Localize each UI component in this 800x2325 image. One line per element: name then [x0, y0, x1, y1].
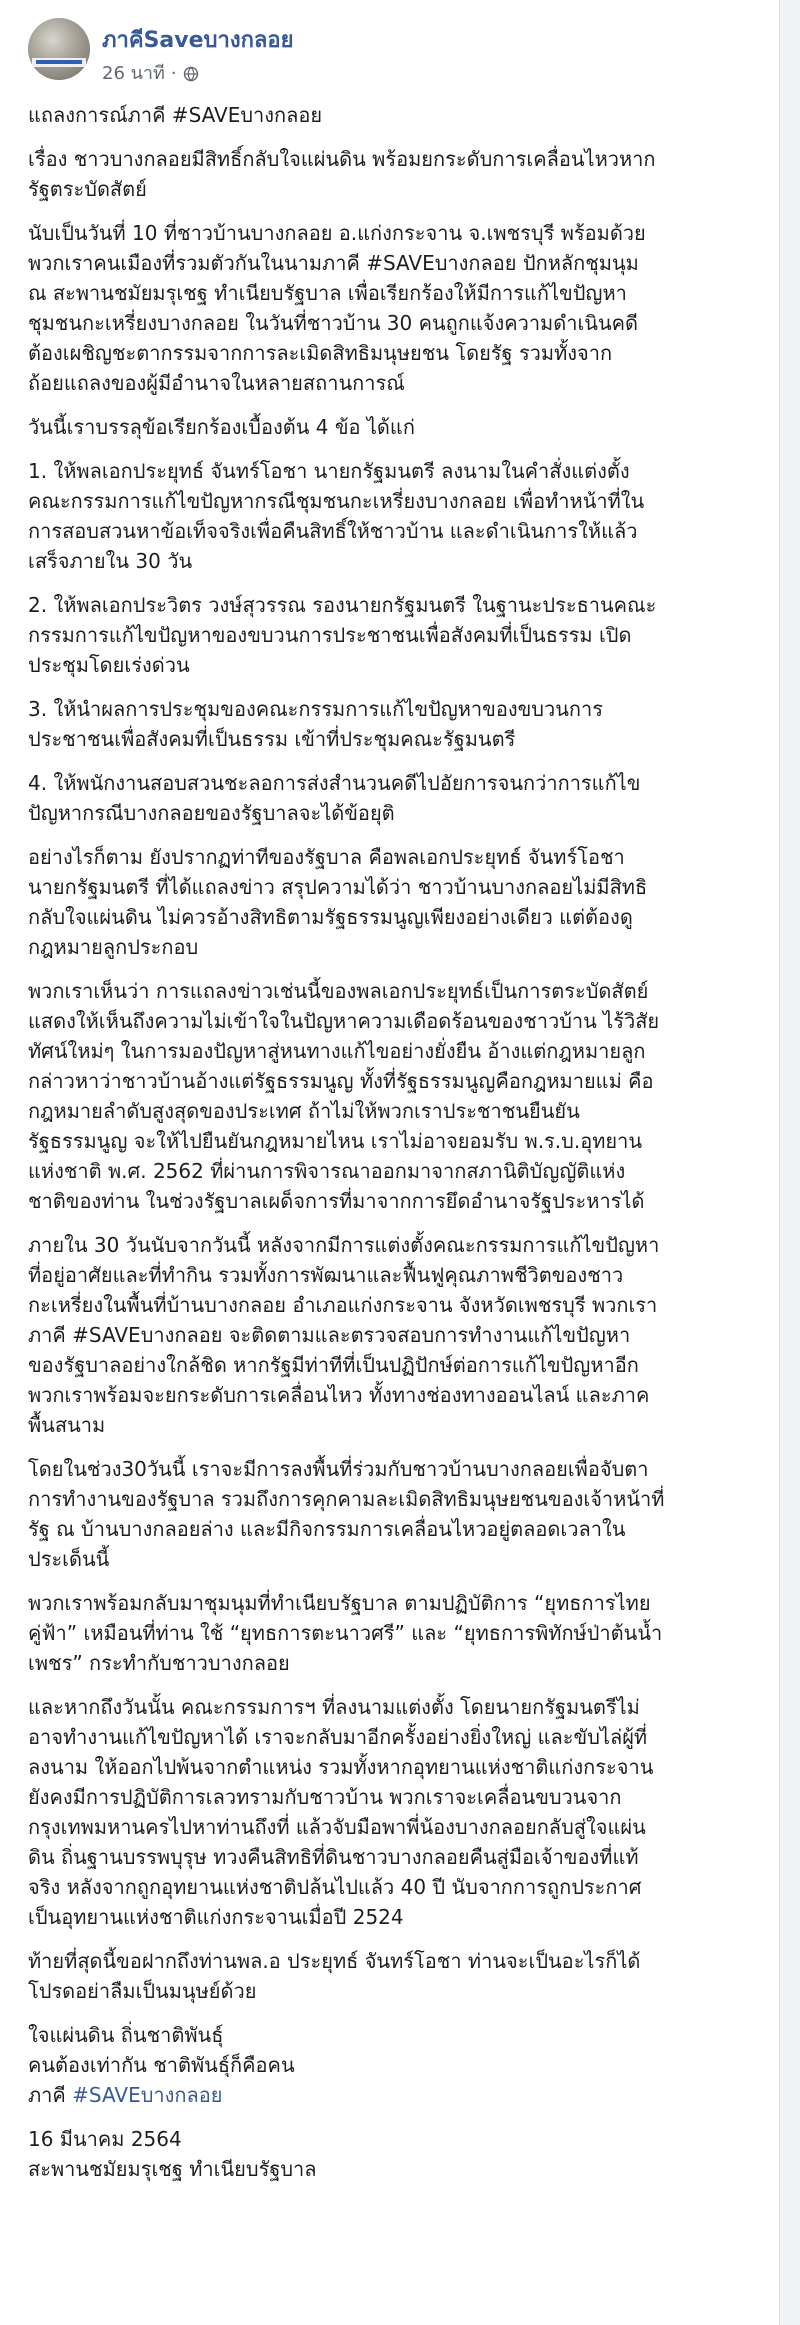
- post-text-line: ชาติของท่าน ในช่วงรัฐบาลเผด็จการที่มาจากการยึดอำนาจรัฐประหารได้: [28, 1189, 645, 1213]
- avatar-logo: [36, 60, 82, 64]
- post-text-line: 1. ให้พลเอกประยุทธ์ จันทร์โอชา นายกรัฐมนตรี ลงนามในคำสั่งแต่งตั้ง: [28, 459, 630, 483]
- post-text-line: กรรมการแก้ไขปัญหาของขบวนการประชาชนเพื่อสังคมที่เป็นธรรม เปิด: [28, 623, 632, 647]
- post-text-line: พวกเราพร้อมจะยกระดับการเคลื่อนไหว ทั้งทางช่องทางออนไลน์ และภาค: [28, 1383, 650, 1407]
- hashtag-link[interactable]: #SAVEบางกลอย: [72, 2083, 223, 2107]
- post-text-line: รัฐตระบัดสัตย์: [28, 177, 147, 201]
- post-place: สะพานชมัยมรุเชฐ ทำเนียบรัฐบาล: [28, 2157, 317, 2181]
- post-text-line: นับเป็นวันที่ 10 ที่ชาวบ้านบางกลอย อ.แก่งกระจาน จ.เพชรบุรี พร้อมด้วย: [28, 221, 646, 245]
- post-text-line: ประเด็นนี้: [28, 1547, 110, 1571]
- post-text-line: กฎหมายลำดับสูงสุดของประเทศ ถ้าไม่ให้พวกเราประชาชนยืนยัน: [28, 1099, 580, 1123]
- post-text-line: 2. ให้พลเอกประวิตร วงษ์สุวรรณ รองนายกรัฐมนตรี ในฐานะประธานคณะ: [28, 593, 657, 617]
- post-text-line: พื้นสนาม: [28, 1413, 106, 1437]
- meta-separator: ·: [170, 63, 177, 84]
- post-text-line: คณะกรรมการแก้ไขปัญหากรณีชุมชนกะเหรี่ยงบางกลอย เพื่อทำหน้าที่ใน: [28, 489, 645, 513]
- post-text-line: ภายใน 30 วันนับจากวันนี้ หลังจากมีการแต่งตั้งคณะกรรมการแก้ไขปัญหา: [28, 1233, 660, 1257]
- post-text-line: ภาคี #SAVEบางกลอย จะติดตามและตรวจสอบการทำงานแก้ไขปัญหา: [28, 1323, 631, 1347]
- post-paragraph: [28, 1946, 758, 2006]
- post-text-line: กฎหมายลูกประกอบ: [28, 935, 199, 959]
- post-text-line: ปัญหากรณีบางกลอยของรัฐบาลจะได้ข้อยุติ: [28, 801, 395, 825]
- post-text-line: ของรัฐบาลอย่างใกล้ชิด หากรัฐมีท่าทีที่เป็นปฏิปักษ์ต่อการแก้ไขปัญหาอีก: [28, 1353, 639, 1377]
- signature-line: ใจแผ่นดิน ถิ่นชาติพันธุ์: [28, 2023, 224, 2047]
- page-name-link[interactable]: ภาคีSaveบางกลอย: [102, 28, 294, 53]
- post-text-line: อย่างไรก็ตาม ยังปรากฏท่าทีของรัฐบาล คือพลเอกประยุทธ์ จันทร์โอชา: [28, 845, 625, 869]
- avatar[interactable]: [28, 18, 90, 80]
- post-paragraph: [28, 412, 758, 442]
- post-text-line: ชุมชนกะเหรี่ยงบางกลอย ในวันที่ชาวบ้าน 30 คนถูกแจ้งความดำเนินคดี: [28, 311, 638, 335]
- post-text-line: 3. ให้นำผลการประชุมของคณะกรรมการแก้ไขปัญหาของขบวนการ: [28, 697, 603, 721]
- post-text-line: ท้ายที่สุดนี้ขอฝากถึงท่านพล.อ ประยุทธ์ จันทร์โอชา ท่านจะเป็นอะไรก็ได้: [28, 1949, 641, 1973]
- post-text-line: การทำงานของรัฐบาล รวมถึงการคุกคามละเมิดสิทธิมนุษยชนของเจ้าหน้าที่: [28, 1487, 665, 1511]
- post-text-line: แห่งชาติ พ.ศ. 2562 ที่ผ่านการพิจารณาออกมาจากสภานิติบัญญัติแห่ง: [28, 1159, 626, 1183]
- post-text-line: เรื่อง ชาวบางกลอยมีสิทธิ์กลับใจแผ่นดิน พร้อมยกระดับการเคลื่อนไหวหาก: [28, 147, 656, 171]
- post-text-line: การสอบสวนหาข้อเท็จจริงเพื่อคืนสิทธิ์ให้ชาวบ้าน และดำเนินการให้แล้ว: [28, 519, 638, 543]
- post-signature: [28, 2020, 758, 2110]
- avatar-photo: [28, 18, 90, 80]
- post-text-line: กลับใจแผ่นดิน ไม่ควรอ้างสิทธิตามรัฐธรรมนูญเพียงอย่างเดียว แต่ต้องดู: [28, 905, 633, 929]
- signature-line: [28, 2080, 758, 2110]
- post-date: 16 มีนาคม 2564: [28, 2127, 182, 2151]
- post-text-line: รัฐธรรมนูญ จะให้ไปยืนยันกฎหมายไหน เราไม่อาจยอมรับ พ.ร.บ.อุทยาน: [28, 1129, 643, 1153]
- post-text-line: อาจทำงานแก้ไขปัญหาได้ เราจะกลับมาอีกครั้งอย่างยิ่งใหญ่ และขับไล่ผู้ที่: [28, 1725, 648, 1749]
- post-text-line: 4. ให้พนักงานสอบสวนชะลอการส่งสำนวนคดีไปอัยการจนกว่าการแก้ไข: [28, 771, 641, 795]
- post-text-line: ต้องเผชิญชะตากรรมจากการละเมิดสิทธิมนุษยชน โดยรัฐ รวมทั้งจาก: [28, 341, 613, 365]
- post-paragraph: [28, 1454, 758, 1574]
- post-text-line: ดิน ถิ่นฐานบรรพบุรุษ ทวงคืนสิทธิที่ดินชาวบางกลอยคืนสู่มือเจ้าของที่แท้: [28, 1845, 639, 1869]
- post-paragraph: [28, 144, 758, 204]
- post-text-line: คู่ฟ้า” เหมือนที่ท่าน ใช้ “ยุทธการตะนาวศรี” และ “ยุทธการพิทักษ์ป่าต้นน้ำ: [28, 1621, 663, 1645]
- signature-prefix: ภาคี: [28, 2083, 73, 2107]
- page-background-strip: [779, 0, 800, 2325]
- post-paragraph: [28, 1230, 758, 1440]
- post-text-line: โปรดอย่าลืมเป็นมนุษย์ด้วย: [28, 1979, 257, 2003]
- post-text-line: แถลงการณ์ภาคี #SAVEบางกลอย: [28, 103, 323, 127]
- post-paragraph: [28, 1588, 758, 1678]
- post-text-line: พวกเราคนเมืองที่รวมตัวกันในนามภาคี #SAVEบางกลอย ปักหลักชุมนุม: [28, 251, 639, 275]
- post-paragraph: [28, 694, 758, 754]
- post-text-line: ถ้อยแถลงของผู้มีอำนาจในหลายสถานการณ์: [28, 371, 405, 395]
- post-meta: [102, 58, 199, 87]
- post-text-line: กล่าวหาว่าชาวบ้านอ้างแต่รัฐธรรมนูญ ทั้งที่รัฐธรรมนูญคือกฎหมายแม่ คือ: [28, 1069, 654, 1093]
- signature-line: คนต้องเท่ากัน ชาติพันธุ์ก็คือคน: [28, 2053, 295, 2077]
- post-paragraph: [28, 976, 758, 1216]
- post-text-line: ที่อยู่อาศัยและที่ทำกิน รวมทั้งการพัฒนาและฟื้นฟูคุณภาพชีวิตของชาว: [28, 1263, 624, 1287]
- post-text-line: กะเหรี่ยงในพื้นที่บ้านบางกลอย อำเภอแก่งกระจาน จังหวัดเพชรบุรี พวกเรา: [28, 1293, 658, 1317]
- post-paragraph: [28, 1692, 758, 1932]
- globe-icon[interactable]: [183, 66, 199, 87]
- post-text-line: แสดงให้เห็นถึงความไม่เข้าใจในปัญหาความเดือดร้อนของชาวบ้าน ไร้วิสัย: [28, 1009, 660, 1033]
- post-paragraph: [28, 590, 758, 680]
- post-text-line: และหากถึงวันนั้น คณะกรรมการฯ ที่ลงนามแต่งตั้ง โดยนายกรัฐมนตรีไม่: [28, 1695, 640, 1719]
- post-text-line: จริง หลังจากถูกอุทยานแห่งชาติปล้นไปแล้ว 40 ปี นับจากการถูกประกาศ: [28, 1875, 642, 1899]
- post-paragraph: [28, 768, 758, 828]
- post-footer: [28, 2124, 758, 2184]
- post-text-line: โดยในช่วง30วันนี้ เราจะมีการลงพื้นที่ร่วมกับชาวบ้านบางกลอยเพื่อจับตา: [28, 1457, 649, 1481]
- post-text-line: เสร็จภายใน 30 วัน: [28, 549, 193, 573]
- post-text-line: พวกเราพร้อมกลับมาชุมนุมที่ทำเนียบรัฐบาล ตามปฏิบัติการ “ยุทธการไทย: [28, 1591, 651, 1615]
- post-timestamp[interactable]: 26 นาที: [102, 63, 165, 84]
- post-text-line: ประชุมโดยเร่งด่วน: [28, 653, 190, 677]
- post-text-line: วันนี้เราบรรลุข้อเรียกร้องเบื้องต้น 4 ข้อ ได้แก่: [28, 415, 415, 439]
- post-text-line: ลงนาม ให้ออกไปพ้นจากตำแหน่ง รวมทั้งหากอุทยานแห่งชาติแก่งกระจาน: [28, 1755, 654, 1779]
- post-text-line: ทัศน์ใหม่ๆ ในการมองปัญหาสู่หนทางแก้ไขอย่างยั่งยืน อ้างแต่กฎหมายลูก: [28, 1039, 646, 1063]
- post-text-line: ประชาชนเพื่อสังคมที่เป็นธรรม เข้าที่ประชุมคณะรัฐมนตรี: [28, 727, 516, 751]
- post-body: [28, 100, 758, 2198]
- post-text-line: เพชร” กระทำกับชาวบางกลอย: [28, 1651, 290, 1675]
- post-text-line: พวกเราเห็นว่า การแถลงข่าวเช่นนี้ของพลเอกประยุทธ์เป็นการตระบัดสัตย์: [28, 979, 649, 1003]
- post-paragraph: [28, 456, 758, 576]
- post-text-line: กรุงเทพมหานครไปหาท่านถึงที่ แล้วจับมือพาพี่น้องบางกลอยกลับสู่ใจแผ่น: [28, 1815, 646, 1839]
- post-text-line: ณ สะพานชมัยมรุเชฐ ทำเนียบรัฐบาล เพื่อเรียกร้องให้มีการแก้ไขปัญหา: [28, 281, 627, 305]
- post-paragraph: [28, 100, 758, 130]
- post-text-line: เป็นอุทยานแห่งชาติแก่งกระจานเมื่อปี 2524: [28, 1905, 404, 1929]
- post-paragraph: [28, 218, 758, 398]
- post-header: [28, 18, 748, 90]
- post-text-line: นายกรัฐมนตรี ที่ได้แถลงข่าว สรุปความได้ว่า ชาวบ้านบางกลอยไม่มีสิทธิ: [28, 875, 648, 899]
- post-text-line: รัฐ ณ บ้านบางกลอยล่าง และมีกิจกรรมการเคลื่อนไหวอยู่ตลอดเวลาใน: [28, 1517, 626, 1541]
- post-paragraph: [28, 842, 758, 962]
- post-text-line: ยังคงมีการปฏิบัติการเลวทรามกับชาวบ้าน พวกเราจะเคลื่อนขบวนจาก: [28, 1785, 622, 1809]
